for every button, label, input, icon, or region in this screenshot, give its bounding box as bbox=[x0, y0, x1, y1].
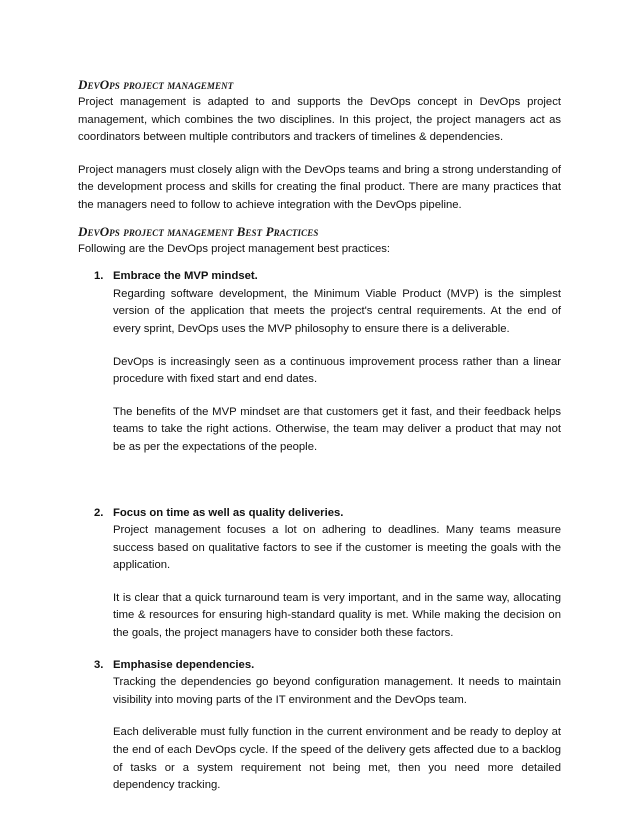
section1-paragraph-1: Project management is adapted to and supports the DevOps concept in DevOps project management, which combines the two disciplines. In this project, the project managers act as coordinators between multiple contributors and trackers of timelines & dependencies. bbox=[78, 96, 561, 144]
practice-number: 1. bbox=[94, 270, 104, 283]
section1-paragraph-2: Project managers must closely align with the DevOps teams and bring a strong understanding of the development process and skills for creating the final product. There are many practices that the managers need to follow to achieve integration with the DevOps pipeline. bbox=[78, 163, 561, 211]
practice-paragraph: Regarding software development, the Minimum Viable Product (MVP) is the simplest version of the application that meets the project's central requirements. At the end of every sprint, DevOps uses the MVP philosophy to ensure there is a deliverable. bbox=[113, 287, 561, 335]
practice-item-1 bbox=[78, 268, 561, 456]
practice-paragraph: Project management focuses a lot on adhering to deadlines. Many teams measure success based on qualitative factors to see if the customer is meeting the goals with the application. bbox=[113, 524, 561, 572]
practice-paragraph: DevOps is increasingly seen as a continuous improvement process rather than a linear procedure with fixed start and end dates. bbox=[113, 355, 561, 386]
practice-title: Focus on time as well as quality deliveries. bbox=[113, 506, 344, 519]
practice-paragraph: Each deliverable must fully function in the current environment and be ready to deploy at the end of each DevOps cycle. If the speed of the delivery gets affected due to a backlog of tasks or a system requirement not being met, then you need more detailed dependency tracking. bbox=[113, 726, 561, 792]
section-heading-devops-project-management: DevOps project management bbox=[78, 77, 234, 92]
section-heading-best-practices: DevOps project management Best Practices bbox=[78, 223, 319, 239]
practice-paragraph: Tracking the dependencies go beyond configuration management. It needs to maintain visibility into moving parts of the IT environment and the DevOps team. bbox=[113, 676, 561, 706]
practice-number: 2. bbox=[94, 506, 104, 519]
best-practices-list bbox=[78, 268, 561, 795]
practice-number: 3. bbox=[94, 658, 104, 671]
practice-paragraph: The benefits of the MVP mindset are that customers get it fast, and their feedback helps teams to take the right actions. Otherwise, the team may deliver a product that may not be as per the expectations of the people. bbox=[113, 405, 561, 453]
practice-paragraph: It is clear that a quick turnaround team is very important, and in the same way, allocating time & resources for ensuring high-standard quality is met. While making the decision on the goals, the project managers have to consider both these factors. bbox=[113, 591, 561, 640]
practice-item-3 bbox=[78, 657, 561, 795]
practice-item-2 bbox=[78, 505, 561, 643]
practice-title: Embrace the MVP mindset. bbox=[113, 270, 258, 283]
practice-title: Emphasise dependencies. bbox=[113, 658, 255, 671]
best-practices-intro: Following are the DevOps project management best practices: bbox=[78, 242, 391, 255]
document-page bbox=[78, 76, 561, 795]
